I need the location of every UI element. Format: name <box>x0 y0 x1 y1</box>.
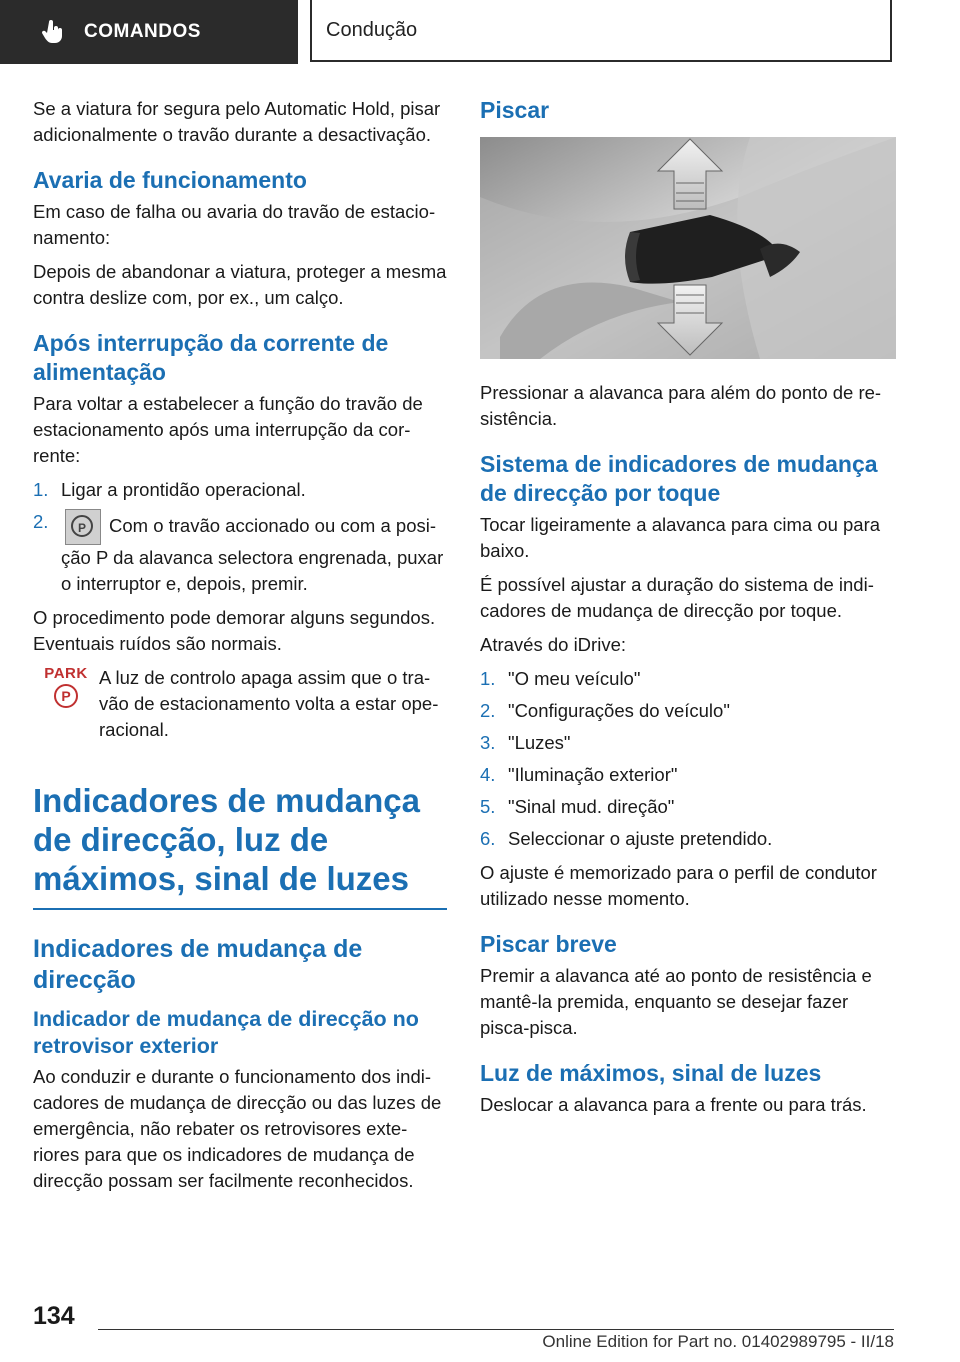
toque-paragraph-4: O ajuste é memorizado para o perfil de condutor utilizado nesse momento. <box>480 862 877 909</box>
toque-paragraph-3: Através do iDrive: <box>480 634 626 655</box>
step-text-wrap <box>61 509 447 597</box>
step-text: Com o travão accionado ou com a posição P da alavanca selectora engrenada, puxar o interruptor e, depois, premir. <box>61 514 444 594</box>
page-number: 134 <box>33 1302 75 1330</box>
retrovisor-paragraph: Ao conduzir e durante o funcionamento dos indicadores de mudança de direcção ou das luzes de emergência, não rebater os retrovisores exteriores para que os indicadores de mudança de direcção possam ser facilmente reconhecidos. <box>33 1066 442 1191</box>
step-text: Ligar a prontidão operacional. <box>61 479 306 500</box>
park-letter: P <box>54 684 78 708</box>
steps-list <box>33 477 447 597</box>
heading-indicadores: Indicadores de mudança de direcção <box>33 935 363 994</box>
footer-divider <box>98 1329 894 1330</box>
list-item <box>480 666 896 692</box>
chapter-title: Condução <box>326 18 418 41</box>
heading-retrovisor: Indicador de mudança de direcção no retrovisor exterior <box>33 1007 419 1058</box>
apos-paragraph-1: Para voltar a estabelecer a função do travão de estacionamento após uma interrupção da corrente: <box>33 393 423 466</box>
section-title: COMANDOS <box>84 21 201 42</box>
toque-paragraph-2: É possível ajustar a duração do sistema de indicadores de mudança de direcção por toque. <box>480 574 874 621</box>
step-text: "Configurações do veículo" <box>508 700 730 721</box>
parking-brake-switch-icon: P <box>65 509 101 545</box>
toque-paragraph-1: Tocar ligeiramente a alavanca para cima ou para baixo. <box>480 514 881 561</box>
step-number: 5. <box>480 796 496 817</box>
heading-toque: Sistema de indicadores de mudança de direcção por toque <box>480 451 878 506</box>
step-text: "Sinal mud. direção" <box>508 796 675 817</box>
list-item <box>33 509 447 597</box>
list-item <box>480 698 896 724</box>
maximos-paragraph: Deslocar a alavanca para a frente ou para trás. <box>480 1094 867 1115</box>
step-text: "O meu veículo" <box>508 668 641 689</box>
step-number: 1. <box>480 668 496 689</box>
step-number: 2. <box>33 511 49 532</box>
heading-maximos: Luz de máximos, sinal de luzes <box>480 1060 822 1086</box>
avaria-paragraph-1: Em caso de falha ou avaria do travão de estacionamento: <box>33 201 436 248</box>
step-number: 6. <box>480 828 496 849</box>
heading-avaria: Avaria de funcionamento <box>33 167 307 193</box>
list-item <box>480 826 896 852</box>
intro-paragraph: Se a viatura for segura pelo Automatic Hold, pisar adicionalmente o travão durante a desactivação. <box>33 98 441 145</box>
avaria-paragraph-2: Depois de abandonar a viatura, proteger a mesma contra deslize com, por ex., um calço. <box>33 261 447 308</box>
park-warning-icon <box>33 665 99 751</box>
list-item <box>480 762 896 788</box>
chapter-tab <box>310 0 892 62</box>
piscar-paragraph: Pressionar a alavanca para além do ponto de resistência. <box>480 382 882 429</box>
heading-breve: Piscar breve <box>480 931 617 957</box>
step-number: 2. <box>480 700 496 721</box>
park-note <box>33 665 447 751</box>
edition-label: Online Edition for Part no. 01402989795 - II/18 <box>542 1332 894 1351</box>
heading-apos: Após interrupção da corrente de alimentação <box>33 330 389 385</box>
step-number: 1. <box>33 479 49 500</box>
park-note-text: A luz de controlo apaga assim que o travão de estacionamento volta a estar operacional. <box>99 667 439 740</box>
step-text: "Luzes" <box>508 732 571 753</box>
right-column <box>480 96 896 1126</box>
list-item <box>33 477 447 503</box>
heading-divider <box>33 908 447 910</box>
apos-paragraph-2: O procedimento pode demorar alguns segundos. Eventuais ruídos são normais. <box>33 607 436 654</box>
step-number: 4. <box>480 764 496 785</box>
list-item <box>480 730 896 756</box>
idrive-steps-list <box>480 666 896 852</box>
hand-pointer-icon <box>40 19 66 45</box>
step-text: Seleccionar o ajuste pretendido. <box>508 828 773 849</box>
section-tab <box>0 0 298 64</box>
left-column <box>33 96 447 1202</box>
heading-piscar: Piscar <box>480 97 550 123</box>
list-item <box>480 794 896 820</box>
park-word: PARK <box>44 665 88 682</box>
breve-paragraph: Premir a alavanca até ao ponto de resistência e mantê-la premida, enquanto se desejar fazer pisca-pisca. <box>480 965 872 1038</box>
turn-signal-lever-illustration <box>480 137 896 359</box>
step-number: 3. <box>480 732 496 753</box>
main-heading: Indicadores de mudança de direcção, luz de máximos, sinal de luzes <box>33 782 420 897</box>
step-text: "Iluminação exterior" <box>508 764 678 785</box>
